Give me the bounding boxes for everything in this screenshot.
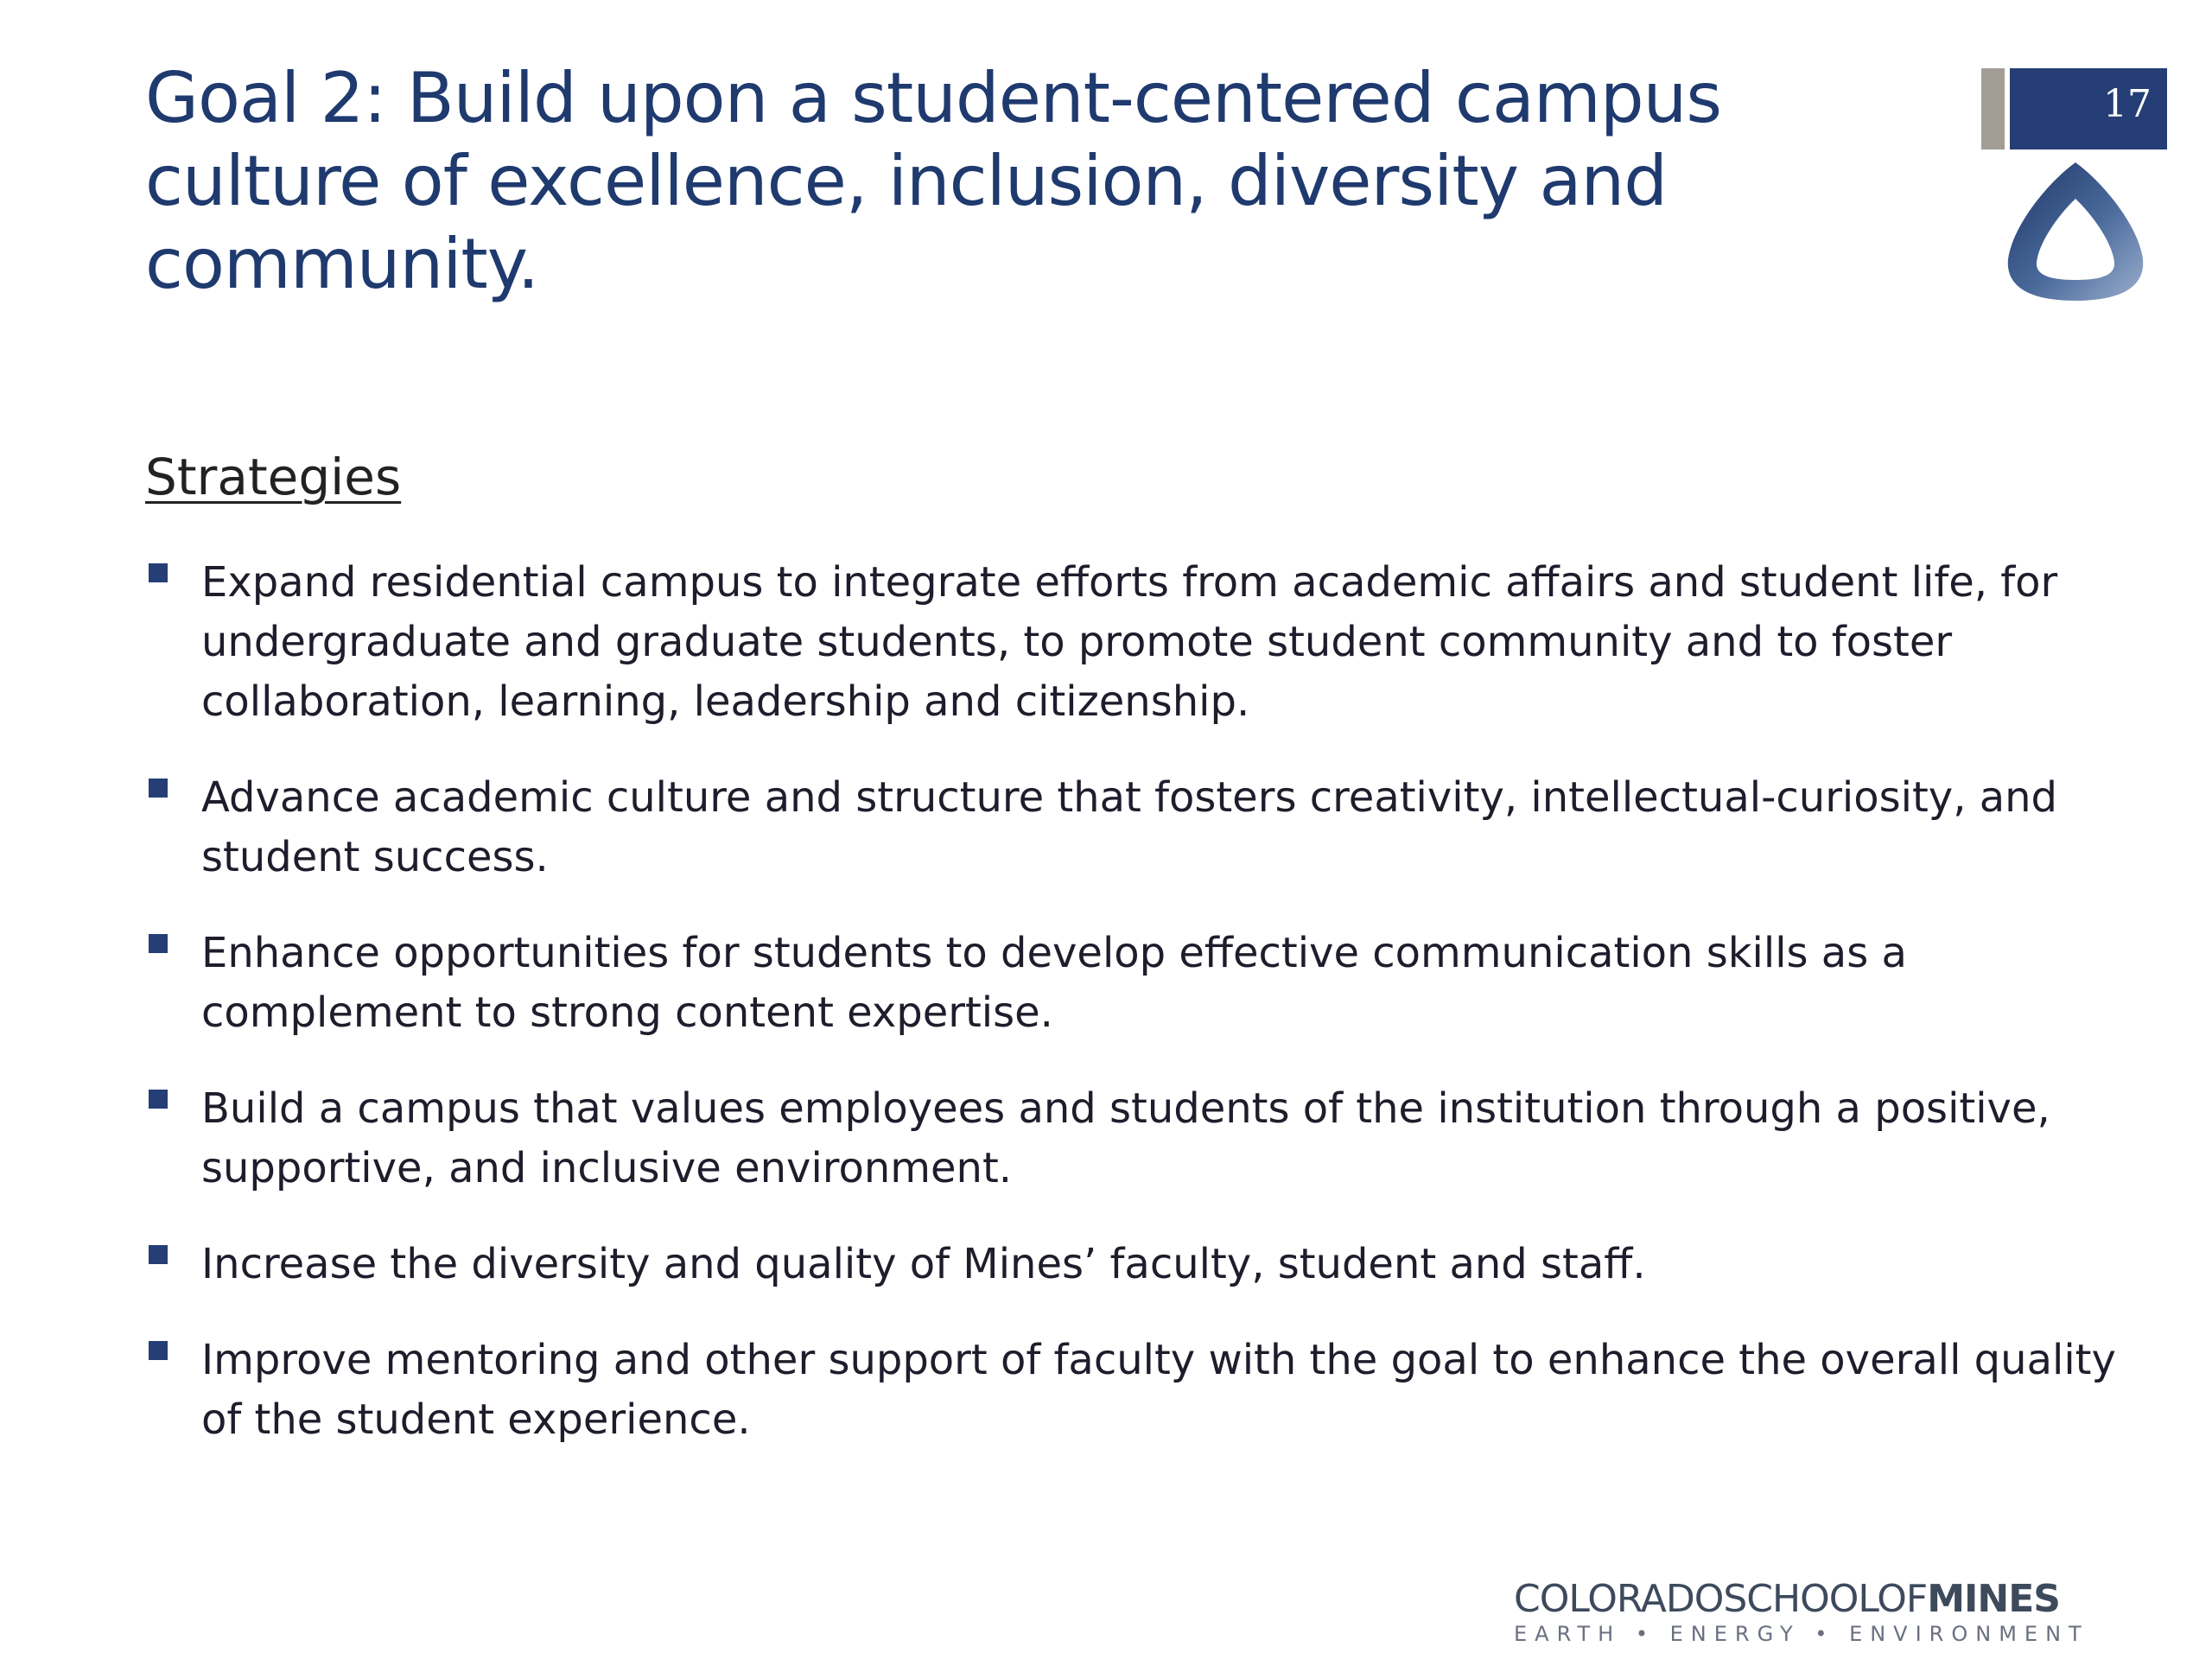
- school-tagline: EARTH • ENERGY • ENVIRONMENT: [1514, 1622, 2089, 1646]
- square-bullet-icon: [149, 934, 168, 953]
- square-bullet-icon: [149, 779, 168, 798]
- page-number-badge: [1981, 68, 2167, 149]
- list-item: [145, 1331, 2158, 1450]
- page-number: 17: [2103, 82, 2152, 126]
- list-item: [145, 553, 2158, 732]
- list-item: [145, 1235, 2158, 1294]
- square-bullet-icon: [149, 1245, 168, 1264]
- school-wordmark: [1514, 1579, 2158, 1646]
- slide-title: Goal 2: Build upon a student-centered campus culture of excellence, inclusion, diversity and community.: [145, 58, 1722, 304]
- square-bullet-icon: [149, 1341, 168, 1360]
- triangular-mines-logo-icon: [2000, 157, 2152, 308]
- square-bullet-icon: [149, 563, 168, 582]
- list-item: [145, 1079, 2158, 1198]
- list-item: [145, 768, 2158, 887]
- badge-gray-strip: [1981, 68, 2005, 149]
- strategy-text: Enhance opportunities for students to develop effective communication skills as a complement to strong content expertise.: [201, 929, 1907, 1037]
- badge-blue-block: [2010, 68, 2167, 149]
- strategy-text: Increase the diversity and quality of Mines’ faculty, student and staff.: [201, 1240, 1646, 1288]
- square-bullet-icon: [149, 1090, 168, 1109]
- strategy-text: Advance academic culture and structure that fosters creativity, intellectual-curiosity, and student success.: [201, 773, 2058, 881]
- strategy-list: [145, 553, 2158, 1486]
- strategy-text: Build a campus that values employees and students of the institution through a positive, supportive, and inclusive environment.: [201, 1084, 2050, 1192]
- strategy-text: Improve mentoring and other support of faculty with the goal to enhance the overall quality of the student experience.: [201, 1336, 2116, 1444]
- strategies-heading: Strategies: [145, 448, 402, 506]
- list-item: [145, 924, 2158, 1043]
- strategy-text: Expand residential campus to integrate efforts from academic affairs and student life, for undergraduate and graduate students, to promote student community and to foster collaboration, learning, leadership and citizenship.: [201, 558, 2058, 726]
- school-name: COLORADOSCHOOLOFMINES: [1514, 1577, 2060, 1621]
